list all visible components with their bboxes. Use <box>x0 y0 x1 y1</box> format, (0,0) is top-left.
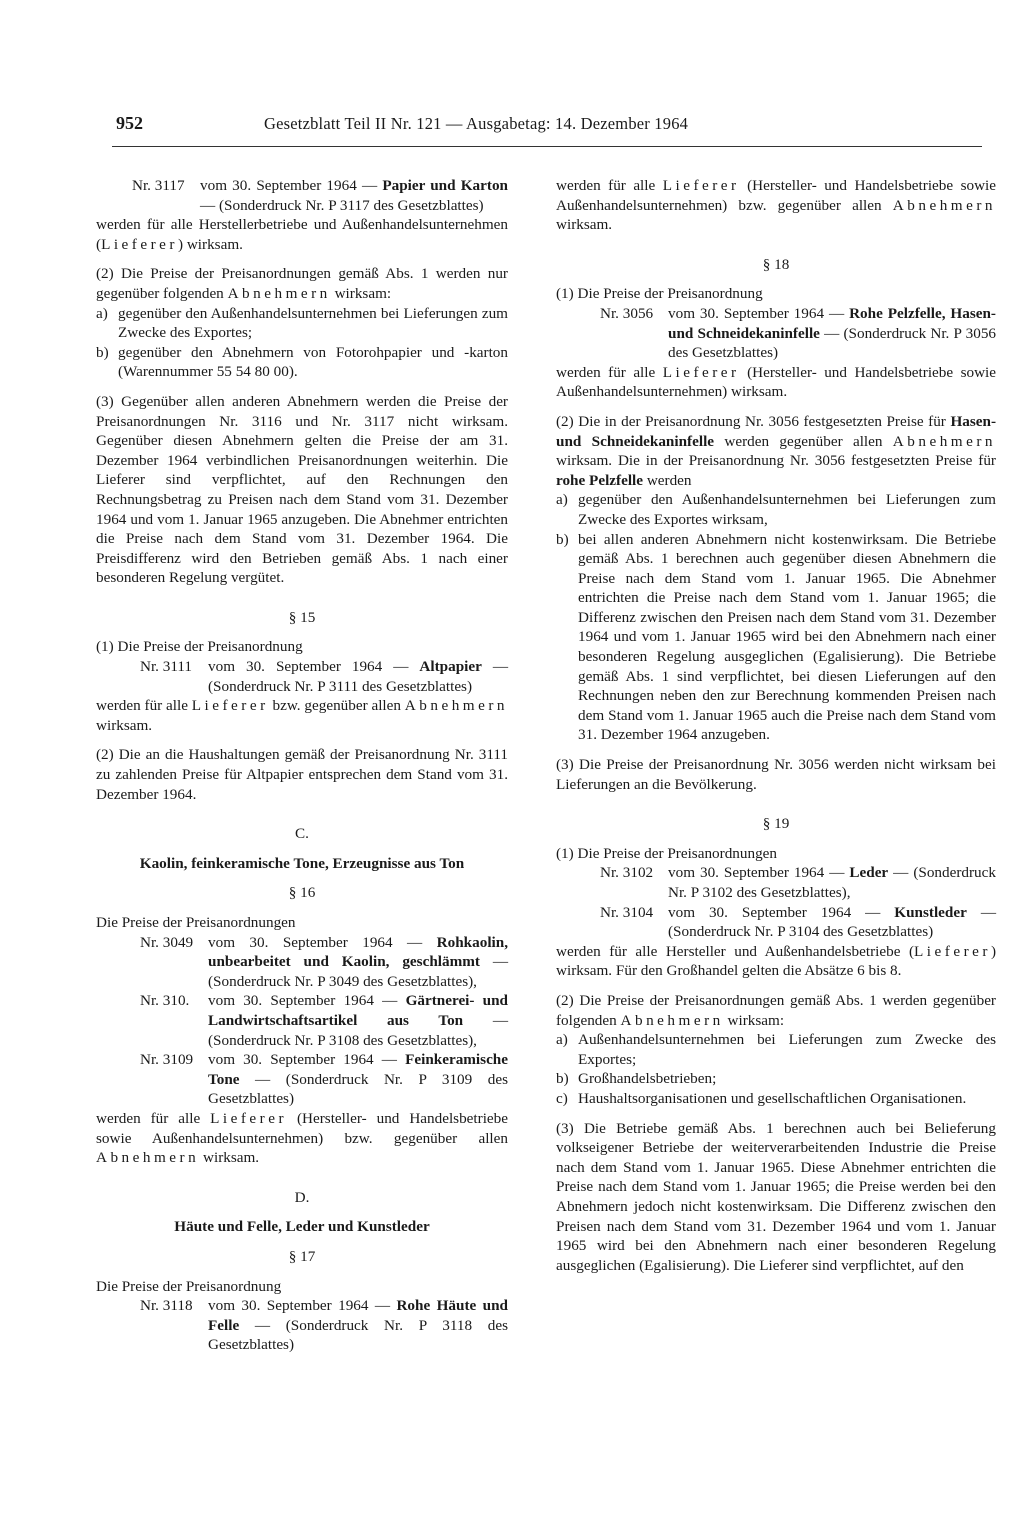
entry-3056 <box>600 304 996 363</box>
paragraph: werden für alle Herstellerbetriebe und Außenhandelsunternehmen (Lieferer) wirksam. <box>96 216 508 253</box>
left-column <box>96 176 508 1355</box>
paragraph: Die Preise der Preisanordnungen <box>96 914 296 931</box>
list-item: b) bei allen anderen Abnehmern nicht kostenwirksam. Die Betriebe gemäß Abs. 1 berechnen auch gegenüber diesen Abnehmern die Preise nach dem Stand vom 1. Januar 1965. Die Abnehmer entrichten die Preise nach dem Stand vom 1. Januar 1965; die Differenz zwischen den Preisen nach dem Stand vom 31. Dezember 1964 und vom 1. Januar 1965 wird bei den Abnehmern nach einer besonderen Regelung ausgeglichen (Egalisierung). Die Betriebe gemäß Abs. 1 sind verpflichtet, bei diesen Lieferungen auf den Rechnungen neben den zur Berechnung kommenden Preisen nach dem Stand vom 1. Januar 1965 auch die Preise nach dem Stand vom 31. Dezember 1964 anzugeben. <box>556 530 996 744</box>
page-header <box>112 114 992 150</box>
page-number: 952 <box>116 113 143 133</box>
paragraph: werden für alle Lieferer (Hersteller- und Handelsbetriebe sowie Außenhandelsunternehmen) bzw. gegenüber allen Abnehmern wirksam. <box>556 177 997 234</box>
entry-text: vom 30. September 1964 — Kunstleder — (Sonderdruck Nr. P 3104 des Gesetzblattes) <box>668 903 997 941</box>
entry-3102 <box>600 863 996 902</box>
entry-3109 <box>140 1050 508 1109</box>
section-heading: § 15 <box>288 608 316 626</box>
entry-number: Nr. 3117 <box>132 177 185 194</box>
paragraph: (1) Die Preise der Preisanordnungen <box>556 844 777 862</box>
entry-3108 <box>140 991 508 1050</box>
entry-text: vom 30. September 1964 — Gärtnerei- und Landwirtschaftsartikel aus Ton — (Sonderdruck Nr. P 3108 des Gesetzblattes), <box>208 992 509 1049</box>
entry-number: Nr. 3109 <box>140 1051 194 1069</box>
paragraph: (1) Die Preise der Preisanordnung <box>96 638 303 656</box>
header-rule <box>112 146 982 147</box>
list-item: b) Großhandelsbetrieben; <box>556 1070 717 1088</box>
list-item: a) gegenüber den Außenhandelsunternehmen bei Lieferungen zum Zwecke des Exportes; <box>96 304 508 342</box>
entry-3104 <box>600 903 996 942</box>
entry-number: Nr. 3104 <box>600 903 654 921</box>
entry-number: Nr. 310. <box>140 992 190 1010</box>
right-column <box>556 176 996 1275</box>
paragraph: (3) Gegenüber allen anderen Abnehmern werden die Preise der Preisanordnungen Nr. 3116 und Nr. 3117 nicht wirksam. Gegenüber diesen Abnehmern gelten die Preise der am 31. Dezember 1964 verbindlichen Preisanordnungen weiterhin. Die Lieferer sind verpflichtet, auf den Rechnungen den Rechnungsbetrag zu Preisen nach dem Stand vom 31. Dezember 1964 und vom 1. Januar 1965 anzugeben. Die Abnehmer entrichten die Preise nach dem Stand vom 31. Dezember 1964. Die Preisdifferenz wird den Betrieben gemäß Abs. 1 nach einer besonderen Regelung vergütet. <box>96 392 508 587</box>
entry-number: Nr. 3102 <box>600 864 654 882</box>
section-letter: D. <box>294 1188 310 1206</box>
running-title: Gesetzblatt Teil II Nr. 121 — Ausgabetag: 14. Dezember 1964 <box>264 114 689 133</box>
paragraph: (2) Die Preise der Preisanordnungen gemäß Abs. 1 werden nur gegenüber folgenden Abnehmern wirksam: <box>96 265 508 302</box>
entry-text: vom 30. September 1964 — Rohkaolin, unbearbeitet und Kaolin, geschlämmt — (Sonderdruck Nr. P 3049 des Gesetzblattes), <box>208 933 508 990</box>
entry-3111 <box>140 657 508 696</box>
section-heading: § 19 <box>762 815 790 833</box>
entry-3118 <box>140 1296 508 1355</box>
entry-text: vom 30. September 1964 — Altpapier — (Sonderdruck Nr. P 3111 des Gesetzblattes) <box>208 658 509 695</box>
section-title: Kaolin, feinkeramische Tone, Erzeugnisse aus Ton <box>139 854 465 872</box>
paragraph: werden für alle Lieferer (Hersteller- und Handelsbetriebe sowie Außenhandelsunternehmen) wirksam. <box>556 363 997 401</box>
entry-text: vom 30. September 1964 — Leder — (Sonderdruck Nr. P 3102 des Gesetzblattes), <box>668 864 996 901</box>
entry-text: vom 30. September 1964 — Rohe Häute und Felle — (Sonderdruck Nr. P 3118 des Gesetzblattes) <box>208 1297 508 1354</box>
entry-text: vom 30. September 1964 — Papier und Karton — (Sonderdruck Nr. P 3117 des Gesetzblattes) <box>200 177 508 214</box>
paragraph: (2) Die in der Preisanordnung Nr. 3056 festgesetzten Preise für Hasen- und Schneidekaninfelle werden gegenüber allen Abnehmern wirksam. Die in der Preisanordnung Nr. 3056 festgesetzten Preise für rohe Pelzfelle werden <box>556 412 996 489</box>
section-heading: § 18 <box>762 255 790 273</box>
section-title: Häute und Felle, Leder und Kunstleder <box>174 1218 430 1236</box>
paragraph: (3) Die Preise der Preisanordnung Nr. 3056 werden nicht wirksam bei Lieferungen an die Bevölkerung. <box>556 756 996 793</box>
entry-number: Nr. 3118 <box>140 1297 193 1315</box>
list-item: a) gegenüber den Außenhandelsunternehmen bei Lieferungen zum Zwecke des Exportes wirksam, <box>556 491 996 528</box>
list-item: a) Außenhandelsunternehmen bei Lieferungen zum Zwecke des Exportes; <box>556 1031 996 1068</box>
section-letter: C. <box>295 825 309 843</box>
entry-number: Nr. 3049 <box>140 933 194 951</box>
paragraph: (2) Die an die Haushaltungen gemäß der Preisanordnung Nr. 3111 zu zahlenden Preise für Altpapier entsprechen dem Stand vom 31. Dezember 1964. <box>96 746 508 803</box>
paragraph: (2) Die Preise der Preisanordnungen gemäß Abs. 1 werden gegenüber folgenden Abnehmern wirksam: <box>556 991 996 1029</box>
entry-number: Nr. 3111 <box>140 658 193 676</box>
paragraph: werden für alle Lieferer bzw. gegenüber allen Abnehmern wirksam. <box>96 697 508 734</box>
entry-3117 <box>132 176 508 215</box>
list-item: c) Haushaltsorganisationen und gesellschaftlichen Organisationen. <box>556 1089 967 1107</box>
paragraph: Die Preise der Preisanordnung <box>96 1277 282 1295</box>
entry-3049 <box>140 933 508 992</box>
entry-text: vom 30. September 1964 — Rohe Pelzfelle, Hasen- und Schneidekaninfelle — (Sonderdruck Nr. P 3056 des Gesetzblattes) <box>668 304 997 362</box>
paragraph: (3) Die Betriebe gemäß Abs. 1 berechnen auch bei Belieferung volkseigener Betriebe der weiterverarbeitenden Industrie die Preise nach dem Stand vom 1. Januar 1965. Diese Abnehmer entrichten die Preise nach dem Stand vom 1. Januar 1965; die Preise werden bei den Abnehmern jedoch nicht kostenwirksam. Die Differenz zwischen den Preisen nach dem Stand vom 31. Dezember 1964 und vom 1. Januar 1965 wird bei den Abnehmern nach einer besonderen Regelung ausgeglichen (Egalisierung). Die Lieferer sind verpflichtet, auf den <box>556 1119 996 1274</box>
section-heading: § 16 <box>288 884 316 902</box>
paragraph: werden für alle Lieferer (Hersteller- und Handelsbetriebe sowie Außenhandelsunternehmen) bzw. gegenüber allen Abnehmern wirksam. <box>96 1109 508 1167</box>
entry-number: Nr. 3056 <box>600 304 654 322</box>
paragraph: werden für alle Hersteller und Außenhandelsbetriebe (Lieferer) wirksam. Für den Großhandel gelten die Absätze 6 bis 8. <box>556 942 996 980</box>
paragraph: (1) Die Preise der Preisanordnung <box>556 285 763 303</box>
list-item: b) gegenüber den Abnehmern von Fotorohpapier und -karton (Warennummer 55 54 80 00). <box>96 343 508 381</box>
section-heading: § 17 <box>288 1247 316 1265</box>
entry-text: vom 30. September 1964 — Feinkeramische Tone — (Sonderdruck Nr. P 3109 des Gesetzblattes) <box>208 1051 508 1108</box>
